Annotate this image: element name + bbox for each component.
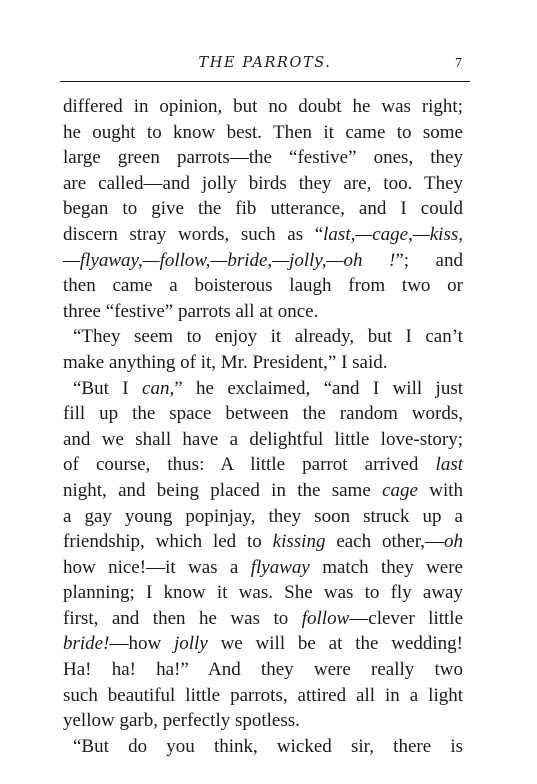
text-line	[63, 734, 463, 760]
italic-text-segment: jolly	[173, 633, 208, 655]
italic-text-segment: follow	[301, 607, 350, 629]
text-segment: friendship, which led to	[63, 531, 273, 553]
text-line	[63, 94, 463, 120]
text-line	[63, 631, 463, 657]
text-segment: three “festive” parrots all at once.	[63, 300, 319, 322]
text-segment: a gay young popinjay, they soon struck up a	[63, 505, 463, 527]
text-segment: —clever little	[349, 607, 463, 629]
text-segment: yellow garb, perfectly spotless.	[63, 710, 300, 732]
text-line	[63, 504, 463, 530]
text-line	[63, 427, 463, 453]
text-line	[63, 401, 463, 427]
text-segment: “But do you think, wicked sir, there is	[73, 735, 463, 757]
text-segment: first, and then he was to	[63, 607, 302, 629]
italic-text-segment: last,—cage,—kiss,	[323, 223, 463, 245]
italic-text-segment: kissing	[272, 531, 326, 553]
text-line	[63, 222, 463, 248]
text-line	[63, 606, 463, 632]
text-segment: then came a boisterous laugh from two or	[63, 275, 463, 297]
text-line	[63, 196, 463, 222]
text-segment: how nice!—it was a	[63, 556, 251, 578]
text-line	[63, 376, 463, 402]
italic-text-segment: cage	[382, 479, 418, 501]
text-line	[63, 248, 463, 274]
page-number: 7	[455, 56, 462, 71]
text-line	[63, 273, 463, 299]
text-line	[63, 299, 463, 325]
text-line	[63, 657, 463, 683]
text-line	[63, 120, 463, 146]
text-segment: and we shall have a delightful little love-story;	[63, 428, 463, 450]
text-segment: differed in opinion, but no doubt he was right;	[63, 96, 463, 117]
text-line	[63, 555, 463, 581]
italic-text-segment: flyaway	[250, 556, 310, 578]
text-line	[63, 350, 463, 376]
text-segment: ”; and	[395, 249, 463, 271]
running-title: THE PARROTS.	[198, 55, 332, 71]
body-text	[63, 94, 463, 759]
italic-text-segment: —flyaway,—follow,—bride,—jolly,—oh !	[63, 249, 396, 271]
text-segment: “They seem to enjoy it already, but I can’t	[73, 326, 463, 348]
text-segment: of course, thus: A little parrot arrived	[63, 454, 436, 476]
text-segment: planning; I know it was. She was to fly away	[63, 582, 463, 604]
text-segment: with	[417, 479, 464, 501]
text-segment: began to give the fib utterance, and I could	[63, 198, 463, 220]
text-segment: each other,—	[325, 531, 445, 553]
text-line	[63, 708, 463, 734]
header-rule	[60, 81, 470, 82]
text-line	[63, 171, 463, 197]
text-segment: —how	[109, 633, 174, 655]
text-line	[63, 529, 463, 555]
italic-text-segment: oh	[444, 531, 464, 553]
italic-text-segment: bride!	[63, 633, 110, 655]
text-line	[63, 324, 463, 350]
text-segment: we will be at the wedding!	[207, 633, 463, 655]
text-segment: discern stray words, such as “	[63, 223, 324, 245]
text-segment: he ought to know best. Then it came to some	[63, 121, 463, 143]
text-segment: fill up the space between the random words,	[63, 403, 463, 425]
text-line	[63, 452, 463, 478]
italic-text-segment: last	[435, 454, 463, 476]
text-line	[63, 478, 463, 504]
text-segment: are called—and jolly birds they are, too. They	[63, 172, 463, 194]
text-line	[63, 683, 463, 709]
text-segment: such beautiful little parrots, attired all in a light	[63, 684, 463, 706]
text-segment: ” he exclaimed, “and I will just	[174, 377, 463, 399]
text-segment: “But I	[73, 377, 143, 399]
text-segment: night, and being placed in the same	[63, 479, 383, 501]
italic-text-segment: can,	[142, 377, 175, 399]
text-line	[63, 580, 463, 606]
page-header	[60, 50, 470, 80]
text-line	[63, 145, 463, 171]
text-segment: Ha! ha! ha!” And they were really two	[63, 659, 463, 681]
text-segment: match they were	[309, 556, 463, 578]
text-segment: large green parrots—the “festive” ones, they	[63, 147, 463, 169]
text-segment: make anything of it, Mr. President,” I said.	[63, 351, 388, 373]
